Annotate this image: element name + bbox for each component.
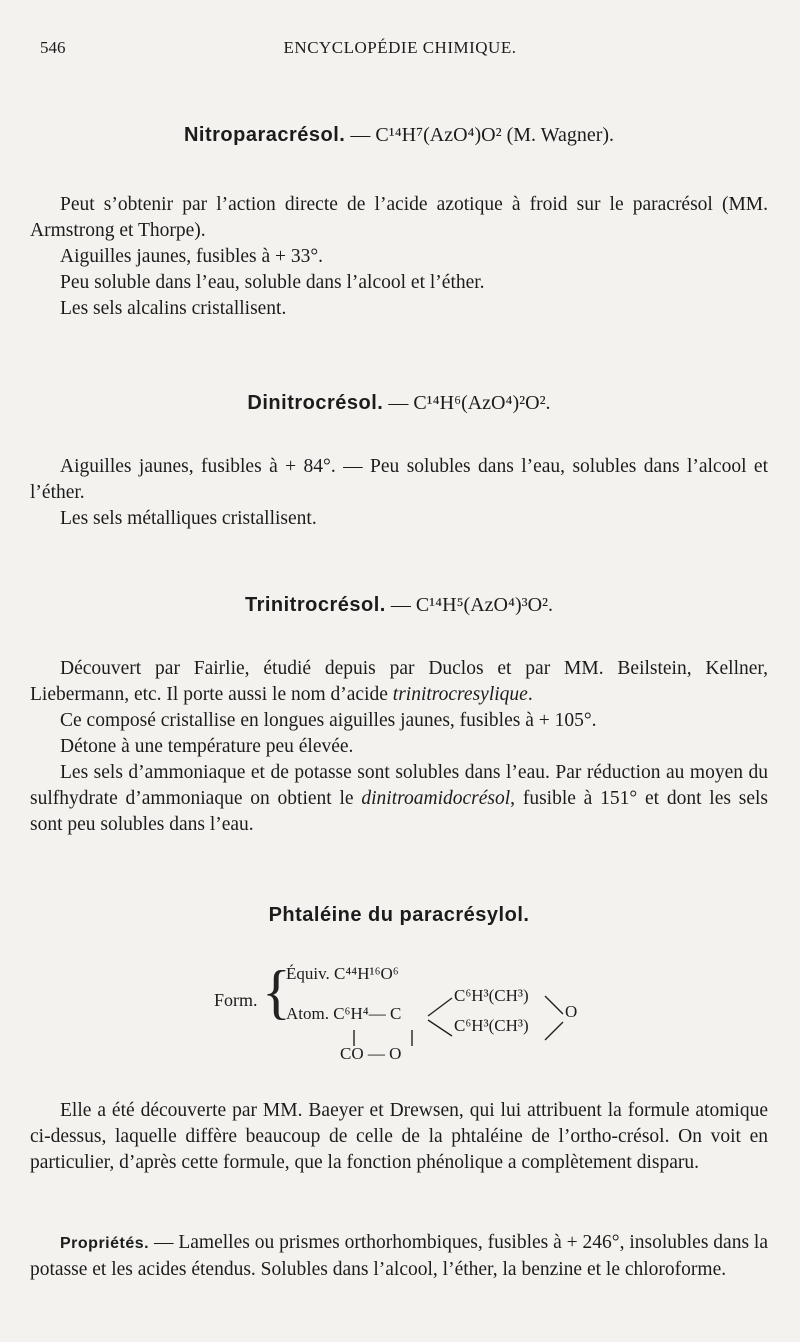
- phtaleine-title: Phtaléine du paracrésylol.: [268, 904, 530, 926]
- nitro-formula: — C¹⁴H⁷(AzO⁴)O² (M. Wagner).: [345, 124, 615, 146]
- dinitro-body: [30, 454, 768, 532]
- nitro-paragraph: Les sels alcalins cristallisent.: [60, 298, 287, 319]
- dinitro-heading-block: [30, 390, 768, 420]
- properties-text: — Lamelles ou prismes orthorhombiques, fusibles à + 246°, insolubles dans la potasse et les acides étendus. Solubles dans l’alcool, l’éther, la benzine et le chloroforme.: [30, 1232, 768, 1280]
- properties-label: Propriétés.: [60, 1235, 150, 1252]
- text-run: Découvert par Fairlie, étudié depuis par Duclos et par MM. Beilstein, Kellner, Liebermann, etc. Il porte aussi le nom d’acide: [30, 658, 768, 705]
- trinitro-heading-block: [30, 592, 768, 622]
- properties-block: [30, 1230, 768, 1283]
- structural-formula: [0, 960, 800, 1080]
- phtaleine-heading-block: [30, 902, 768, 932]
- nitro-heading-block: [30, 122, 768, 152]
- phtaleine-paragraph: Elle a été découverte par MM. Baeyer et Drewsen, qui lui attribuent la formule atomique ci-dessus, laquelle diffère beaucoup de celle de la phtaléine de l’ortho-crésol. On voit en particulier, d’après cette formule, que la fonction phénolique a complètement disparu.: [30, 1100, 768, 1173]
- properties-paragraph: [30, 1230, 768, 1283]
- trinitro-paragraph: Ce composé cristallise en longues aiguilles jaunes, fusibles à + 105°.: [60, 710, 597, 731]
- text-run: , fusible à 151° et dont les sels sont peu solubles dans l’eau.: [30, 788, 768, 835]
- carbonyl-group: CO — O: [340, 1044, 402, 1063]
- phtaleine-body: [30, 1098, 768, 1176]
- nitro-paragraph: Peut s’obtenir par l’action directe de l’acide azotique à froid sur le paracrésol (MM. Armstrong et Thorpe).: [30, 194, 768, 241]
- nitro-paragraph: Aiguilles jaunes, fusibles à + 33°.: [60, 246, 324, 267]
- nitro-paragraph: Peu soluble dans l’eau, soluble dans l’alcool et l’éther.: [60, 272, 485, 293]
- brace-glyph: {: [262, 959, 291, 1025]
- dinitro-title: Dinitrocrésol.: [247, 392, 384, 414]
- running-title: ENCYCLOPÉDIE CHIMIQUE.: [283, 38, 517, 57]
- equiv-formula: Équiv. C⁴⁴H¹⁶O⁶: [286, 964, 399, 983]
- page-header: [34, 38, 766, 64]
- section-heading: [30, 122, 768, 148]
- italic-term: trinitrocresylique: [392, 684, 528, 705]
- atom-formula: Atom. C⁶H⁴— C: [286, 1004, 402, 1023]
- trinitro-formula: — C¹⁴H⁵(AzO⁴)³O².: [385, 594, 554, 616]
- nitro-body: [30, 192, 768, 322]
- text-run: .: [527, 684, 533, 705]
- section-heading: [30, 902, 768, 928]
- text-run: Les sels d’ammoniaque et de potasse sont solubles dans l’eau. Par réduction au moyen du sulfhydrate d’ammoniaque on obtient le: [30, 762, 768, 809]
- substituent-2: C⁶H³(CH³): [454, 1016, 529, 1035]
- italic-term: dinitroamidocrésol: [361, 788, 511, 809]
- trinitro-paragraph: [30, 656, 768, 708]
- formula-label: Form.: [214, 990, 258, 1010]
- dinitro-paragraph: Les sels métalliques cristallisent.: [60, 508, 317, 529]
- substituent-1: C⁶H³(CH³): [454, 986, 529, 1005]
- page-number: 546: [40, 38, 66, 57]
- dinitro-paragraph: Aiguilles jaunes, fusibles à + 84°. — Peu solubles dans l’eau, solubles dans l’alcool et l’éther.: [30, 456, 768, 503]
- nitro-title: Nitroparacrésol.: [183, 124, 346, 146]
- section-heading: [30, 592, 768, 618]
- trinitro-paragraph: [30, 760, 768, 838]
- trinitro-body: [30, 656, 768, 838]
- trinitro-title: Trinitrocrésol.: [244, 594, 386, 616]
- section-heading: [30, 390, 768, 416]
- dinitro-formula: — C¹⁴H⁶(AzO⁴)²O².: [383, 392, 551, 414]
- oxygen-bridge: O: [565, 1002, 578, 1021]
- trinitro-paragraph: Détone à une température peu élevée.: [60, 736, 354, 757]
